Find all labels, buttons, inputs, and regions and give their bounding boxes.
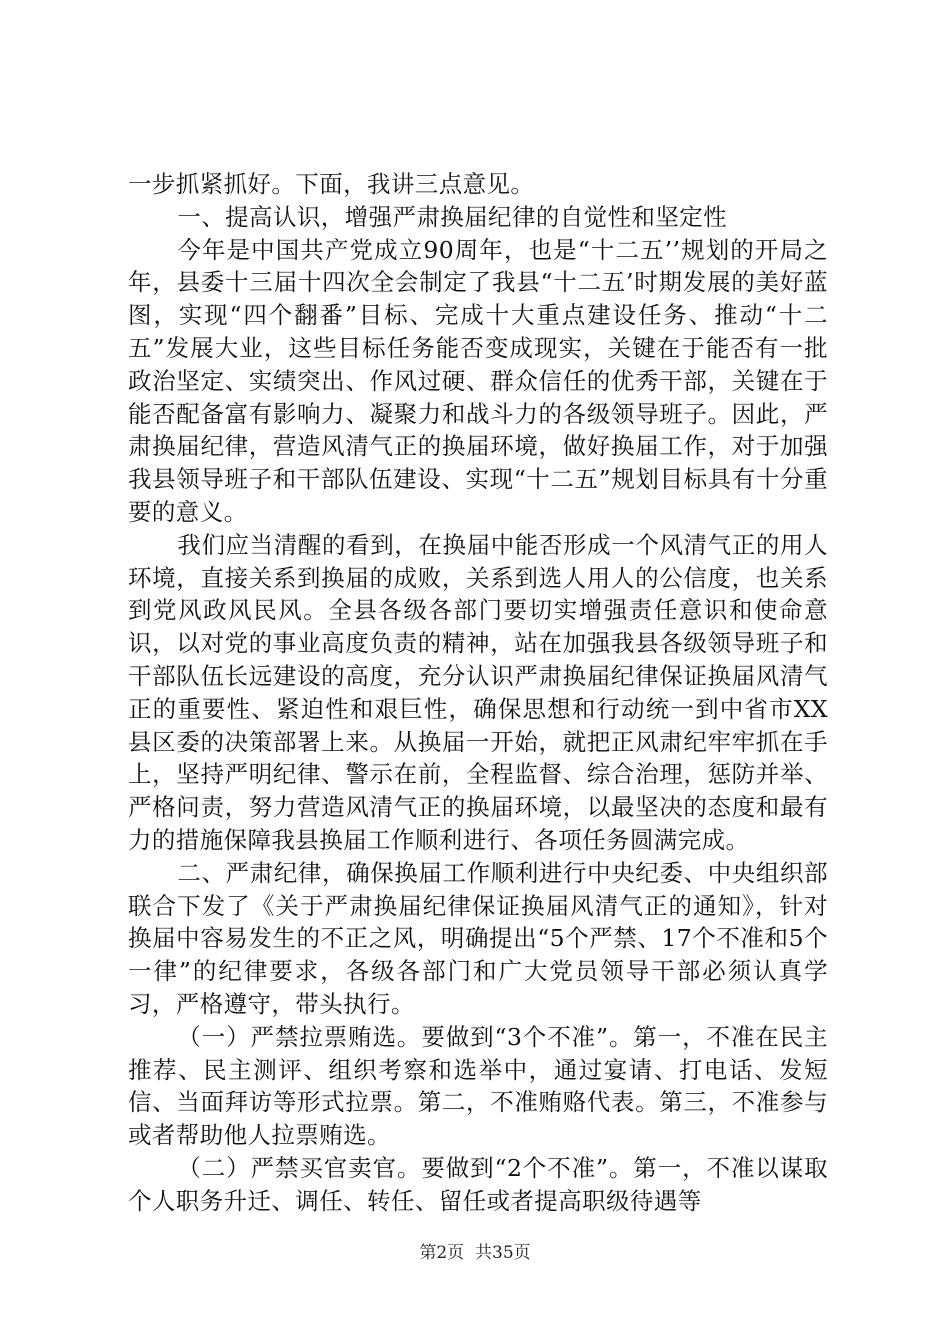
document-body [128, 168, 828, 1218]
paragraph-continuation: 一步抓紧抓好。下面，我讲三点意见。 [128, 170, 535, 198]
footer-spacer [464, 1243, 475, 1263]
section-heading-1: 一、提高认识，增强严肃换届纪律的自觉性和坚定性 [177, 202, 728, 231]
page-total: 共35页 [475, 1243, 531, 1263]
page-footer [0, 1242, 950, 1264]
paragraph: 今年是中国共产党成立90周年，也是“十二五’’规划的开局之年，县委十三届十四次全会制定了我县“十二五’时期发展的美好蓝图，实现“四个翻番”目标、完成十大重点建设任务、推动“十二五”发展大业，这些目标任务能否变成现实，关键在于能否有一批政治坚定、实绩突出、作风过硬、群众信任的优秀干部，关键在于能否配备富有影响力、凝聚力和战斗力的各级领导班子。因此，严肃换届纪律，营造风清气正的换届环境，做好换届工作，对于加强我县领导班子和干部队伍建设、实现“十二五”规划目标具有十分重要的意义。 [128, 235, 828, 526]
subsection-paragraph-2: （二）严禁买官卖官。要做到“2个不准”。第一，不准以谋取个人职务升迁、调任、转任、留任或者提高职级待遇等 [128, 1153, 828, 1215]
paragraph: 我们应当清醒的看到，在换届中能否形成一个风清气正的用人环境，直接关系到换届的成败，关系到选人用人的公信度，也关系到党风政风民风。全县各级各部门要切实增强责任意识和使命意识，以对党的事业高度负责的精神，站在加强我县各级领导班子和干部队伍长远建设的高度，充分认识严肃换届纪律保证换届风清气正的重要性、紧迫性和艰巨性，确保思想和行动统一到中省市XX县区委的决策部署上来。从换届一开始，就把正风肃纪牢牢抓在手上，坚持严明纪律、警示在前，全程监督、综合治理，惩防并举、严格问责，努力营造风清气正的换届环境，以最坚决的态度和最有力的措施保障我县换届工作顺利进行、各项任务圆满完成。 [128, 530, 828, 854]
page-number: 第2页 [419, 1243, 465, 1263]
subsection-paragraph-1: （一）严禁拉票贿选。要做到“3个不准”。第一，不准在民主推荐、民主测评、组织考察和选举中，通过宴请、打电话、发短信、当面拜访等形式拉票。第二，不准贿赂代表。第三，不准参与或者帮助他人拉票贿选。 [128, 1022, 828, 1150]
section-heading-2-paragraph: 二、严肃纪律，确保换届工作顺利进行中央纪委、中央组织部联合下发了《关于严肃换届纪律保证换届风清气正的通知》，针对换届中容易发生的不正之风，明确提出“5个严禁、17个不准和5个一律”的纪律要求，各级各部门和广大党员领导干部必须认真学习，严格遵守，带头执行。 [128, 858, 828, 1018]
